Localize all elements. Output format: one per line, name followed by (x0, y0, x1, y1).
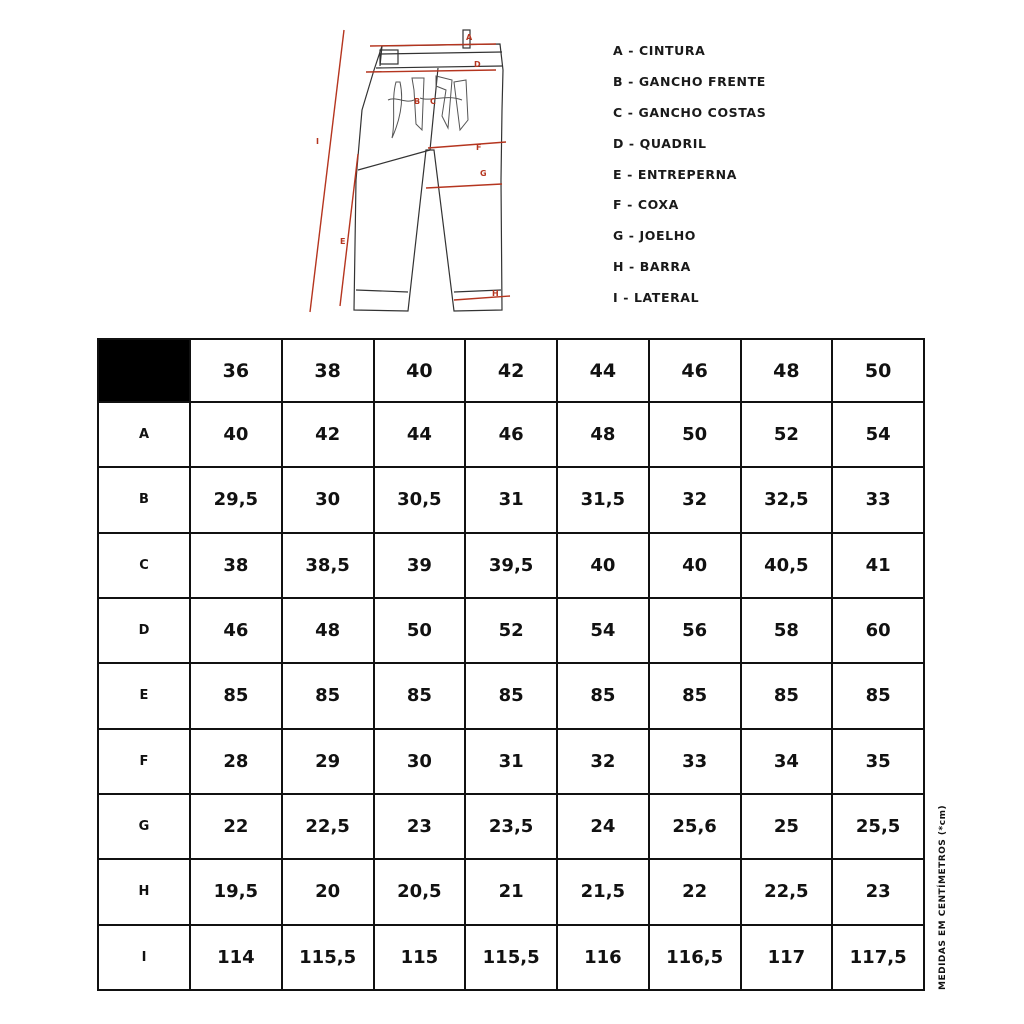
size-chart-table (97, 338, 925, 991)
diagram-label: F (476, 143, 482, 152)
measurement-value: 117 (741, 925, 833, 990)
measurement-value: 46 (465, 402, 557, 467)
measurement-value: 20 (282, 859, 374, 924)
size-header: 46 (649, 339, 741, 402)
measurement-label: H (98, 859, 190, 924)
measurement-value: 54 (557, 598, 649, 663)
size-header: 40 (374, 339, 466, 402)
measurement-value: 42 (282, 402, 374, 467)
measurement-value: 19,5 (190, 859, 282, 924)
measurement-value: 54 (832, 402, 924, 467)
diagram-label: A (466, 33, 473, 42)
measurement-value: 38 (190, 533, 282, 598)
size-header: 38 (282, 339, 374, 402)
measurement-label: D (98, 598, 190, 663)
measurement-value: 40 (190, 402, 282, 467)
measurement-label: G (98, 794, 190, 859)
diagram-label: D (474, 60, 481, 69)
measurement-label: E (98, 663, 190, 728)
measurement-value: 58 (741, 598, 833, 663)
table-row (98, 598, 924, 663)
measurement-value: 21 (465, 859, 557, 924)
measurement-label: F (98, 729, 190, 794)
measurement-value: 85 (374, 663, 466, 728)
diagram-label: G (480, 169, 487, 178)
measurement-value: 25 (741, 794, 833, 859)
measurement-value: 116,5 (649, 925, 741, 990)
measurement-value: 85 (649, 663, 741, 728)
measurement-value: 85 (557, 663, 649, 728)
size-header: 50 (832, 339, 924, 402)
legend-item: F - COXA (613, 197, 679, 213)
measurement-value: 28 (190, 729, 282, 794)
table-row (98, 533, 924, 598)
measurement-value: 31 (465, 729, 557, 794)
measurement-value: 39 (374, 533, 466, 598)
measurement-value: 22 (190, 794, 282, 859)
legend-item: H - BARRA (613, 259, 691, 275)
measurement-value: 29 (282, 729, 374, 794)
table-row (98, 402, 924, 467)
measurement-value: 22,5 (741, 859, 833, 924)
measurement-value: 25,5 (832, 794, 924, 859)
legend-item: E - ENTREPERNA (613, 166, 737, 182)
diagram-label: I (316, 137, 319, 146)
legend-item: B - GANCHO FRENTE (613, 73, 766, 89)
measurement-value: 46 (190, 598, 282, 663)
measurement-value: 50 (374, 598, 466, 663)
measurement-value: 34 (741, 729, 833, 794)
legend-item: D - QUADRIL (613, 135, 707, 151)
legend-item: G - JOELHO (613, 228, 697, 244)
measurement-value: 32 (649, 467, 741, 532)
measurement-value: 23 (374, 794, 466, 859)
measurement-value: 52 (741, 402, 833, 467)
size-header: 48 (741, 339, 833, 402)
measurement-value: 52 (465, 598, 557, 663)
measurement-value: 117,5 (832, 925, 924, 990)
measurement-value: 24 (557, 794, 649, 859)
unit-note: MEDIDAS EM CENTÍMETROS (*cm) (938, 804, 948, 990)
measurement-value: 32 (557, 729, 649, 794)
measurement-value: 44 (374, 402, 466, 467)
measurement-value: 32,5 (741, 467, 833, 532)
measurement-value: 39,5 (465, 533, 557, 598)
measurement-value: 30,5 (374, 467, 466, 532)
diagram-label: H (492, 289, 499, 298)
table-row (98, 663, 924, 728)
size-table-body (98, 402, 924, 990)
diagram-label: B (414, 97, 421, 106)
measurement-label: A (98, 402, 190, 467)
measurement-value: 85 (465, 663, 557, 728)
measurement-value: 25,6 (649, 794, 741, 859)
measurement-legend (613, 42, 766, 320)
legend-item: I - LATERAL (613, 290, 700, 306)
measurement-label: B (98, 467, 190, 532)
measurement-value: 41 (832, 533, 924, 598)
pants-measurement-diagram (296, 20, 528, 320)
table-row (98, 925, 924, 990)
measurement-value: 48 (557, 402, 649, 467)
measurement-value: 115 (374, 925, 466, 990)
measurement-value: 48 (282, 598, 374, 663)
measurement-value: 35 (832, 729, 924, 794)
corner-cell (98, 339, 190, 402)
measurement-value: 33 (832, 467, 924, 532)
measurement-value: 40,5 (741, 533, 833, 598)
measurement-value: 56 (649, 598, 741, 663)
measurement-value: 21,5 (557, 859, 649, 924)
diagram-label: C (430, 97, 436, 106)
measurement-value: 22,5 (282, 794, 374, 859)
size-header-row (98, 339, 924, 402)
measurement-value: 50 (649, 402, 741, 467)
measurement-value: 29,5 (190, 467, 282, 532)
table-row (98, 467, 924, 532)
measurement-value: 114 (190, 925, 282, 990)
measurement-value: 115,5 (465, 925, 557, 990)
measurement-value: 33 (649, 729, 741, 794)
diagram-label: E (340, 237, 346, 246)
measurement-value: 85 (832, 663, 924, 728)
legend-item: C - GANCHO COSTAS (613, 104, 767, 120)
measurement-value: 40 (649, 533, 741, 598)
measurement-value: 85 (741, 663, 833, 728)
size-header: 44 (557, 339, 649, 402)
pants-graphic-print (388, 76, 468, 138)
measurement-value: 22 (649, 859, 741, 924)
measurement-value: 60 (832, 598, 924, 663)
measurement-value: 115,5 (282, 925, 374, 990)
measurement-value: 31,5 (557, 467, 649, 532)
measurement-value: 23,5 (465, 794, 557, 859)
size-header: 42 (465, 339, 557, 402)
measurement-value: 38,5 (282, 533, 374, 598)
measurement-value: 116 (557, 925, 649, 990)
measurement-value: 30 (282, 467, 374, 532)
measurement-value: 30 (374, 729, 466, 794)
table-row (98, 729, 924, 794)
measurement-value: 40 (557, 533, 649, 598)
table-row (98, 794, 924, 859)
measurement-label: C (98, 533, 190, 598)
size-header: 36 (190, 339, 282, 402)
measurement-value: 85 (282, 663, 374, 728)
measurement-value: 85 (190, 663, 282, 728)
measurement-label: I (98, 925, 190, 990)
table-row (98, 859, 924, 924)
legend-item: A - CINTURA (613, 43, 706, 58)
measurement-value: 20,5 (374, 859, 466, 924)
measurement-value: 31 (465, 467, 557, 532)
measurement-value: 23 (832, 859, 924, 924)
